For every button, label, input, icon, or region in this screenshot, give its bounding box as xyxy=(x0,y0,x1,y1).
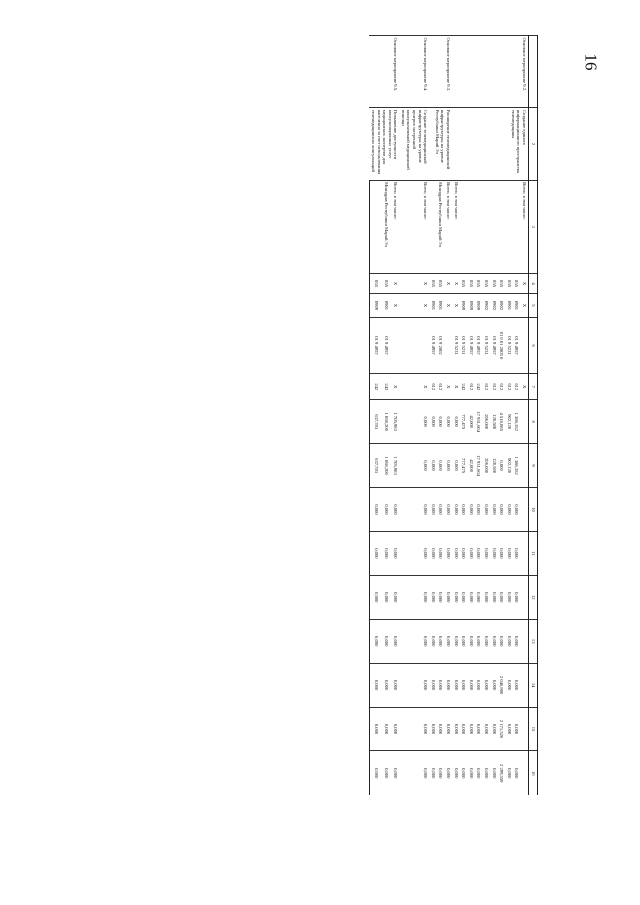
header-cell: 15 xyxy=(529,707,538,751)
value-cell: 0,000 xyxy=(380,751,390,795)
value-cell: 902,120 xyxy=(505,400,513,444)
grbs-cell: 855 xyxy=(460,273,468,294)
grbs-cell: 855 xyxy=(513,273,521,294)
value-cell: 0,000 xyxy=(467,751,475,795)
vr-cell: 612 xyxy=(498,374,506,400)
value-cell: 0,000 xyxy=(399,531,429,575)
activity-number-cell: Основное мероприятие 9.2. xyxy=(452,36,528,108)
value-cell: 777,475 xyxy=(460,444,468,488)
value-cell xyxy=(520,619,528,663)
source-cell xyxy=(490,180,498,273)
value-cell: 42,000 xyxy=(467,400,475,444)
value-cell: 0,000 xyxy=(475,663,483,707)
value-cell: 0,000 xyxy=(380,663,390,707)
value-cell: 0,000 xyxy=(429,663,437,707)
grbs-cell: 855 xyxy=(429,273,437,294)
source-cell xyxy=(482,180,490,273)
value-cell: 17 931,604 xyxy=(475,400,483,444)
value-cell: 1 705,983 xyxy=(390,444,400,488)
source-cell xyxy=(467,180,475,273)
value-cell: 0,000 xyxy=(452,751,460,795)
value-cell: 0,000 xyxy=(475,488,483,532)
value-cell: 0,000 xyxy=(513,488,521,532)
value-cell: 0,000 xyxy=(482,663,490,707)
source-cell: Всего, в том числе: xyxy=(520,180,528,273)
value-cell: 0,000 xyxy=(482,531,490,575)
grbs-cell: 855 xyxy=(369,273,379,294)
activity-name-cell: Расширение телемедицинской инфраструктуры на уровне Республики Марий Эл xyxy=(429,108,452,180)
value-cell: 0,000 xyxy=(460,575,468,619)
value-cell: 0,000 xyxy=(399,575,429,619)
activity-name-cell: Повышение доступности консультационных услуг медицинских экспертов для населения за счет использования телемедицинских консультаций xyxy=(369,108,399,180)
source-cell: Всего, в том числе: xyxy=(390,180,400,273)
value-cell: 0,000 xyxy=(390,751,400,795)
value-cell: 0,000 xyxy=(513,707,521,751)
vr-cell: X xyxy=(444,374,452,400)
value-cell: 0,000 xyxy=(369,531,379,575)
value-cell: 0,000 xyxy=(437,400,445,444)
vr-cell: 242 xyxy=(369,374,379,400)
header-cell: 12 xyxy=(529,575,538,619)
value-cell: 0,000 xyxy=(437,488,445,532)
value-cell: 0,000 xyxy=(444,444,452,488)
value-cell: 0,000 xyxy=(444,575,452,619)
value-cell: 0,000 xyxy=(444,707,452,751)
grbs-cell: 855 xyxy=(437,273,445,294)
value-cell: 637,783 xyxy=(369,444,379,488)
rzpr-cell: X xyxy=(399,294,429,317)
source-cell: Всего, в том числе: xyxy=(399,180,429,273)
value-cell: 0,000 xyxy=(490,751,498,795)
value-cell: 0,000 xyxy=(429,619,437,663)
csr-cell: 01 9 2802 xyxy=(437,317,445,374)
value-cell: 0,000 xyxy=(437,531,445,575)
value-cell: 0,000 xyxy=(390,488,400,532)
value-cell: 0,000 xyxy=(429,575,437,619)
header-cell: 6 xyxy=(529,317,538,374)
vr-cell: 612 xyxy=(437,374,445,400)
value-cell: 1 705,983 xyxy=(390,400,400,444)
value-cell: 0,000 xyxy=(460,751,468,795)
grbs-cell: X xyxy=(520,273,528,294)
value-cell xyxy=(520,663,528,707)
value-cell: 0,000 xyxy=(513,619,521,663)
activity-number-cell: Основное мероприятие 9.4. xyxy=(399,36,429,108)
value-cell: 0,000 xyxy=(460,488,468,532)
source-cell xyxy=(429,180,437,273)
header-cell: 13 xyxy=(529,619,538,663)
activity-name-cell: Создание телемедицинской инфраструктуры на уровне центров экстренной консультативной медицинской помощи xyxy=(399,108,429,180)
value-cell: 637,783 xyxy=(369,400,379,444)
source-cell xyxy=(498,180,506,273)
value-cell: 0,000 xyxy=(452,444,460,488)
csr-cell: 01 0 01 2805 0 xyxy=(498,317,506,374)
value-cell: 0,000 xyxy=(399,619,429,663)
vr-cell: 612 xyxy=(429,374,437,400)
value-cell: 120,500 xyxy=(490,444,498,488)
value-cell: 0,000 xyxy=(380,619,390,663)
value-cell: 0,000 xyxy=(369,575,379,619)
value-cell: 0,000 xyxy=(399,444,429,488)
header-cell: 3 xyxy=(529,180,538,273)
grbs-cell: 855 xyxy=(482,273,490,294)
value-cell: 0,000 xyxy=(467,488,475,532)
rzpr-cell: 0901 xyxy=(437,294,445,317)
header-cell: 16 xyxy=(529,751,538,795)
value-cell: 0,000 xyxy=(429,751,437,795)
value-cell: 0,000 xyxy=(490,707,498,751)
rzpr-cell: 0909 xyxy=(475,294,483,317)
value-cell: 0,000 xyxy=(482,488,490,532)
value-cell: 0,000 xyxy=(437,663,445,707)
value-cell: 0,000 xyxy=(444,488,452,532)
value-cell: 0,000 xyxy=(429,444,437,488)
value-cell: 0,000 xyxy=(467,663,475,707)
value-cell: 120,500 xyxy=(490,400,498,444)
value-cell: 2 046,900 xyxy=(498,663,506,707)
rotated-page-content xyxy=(118,35,538,795)
csr-cell: 01 9 5231 xyxy=(482,317,490,374)
csr-cell: 01 9 4957 xyxy=(380,317,390,374)
rzpr-cell: 0909 xyxy=(369,294,379,317)
rzpr-cell: 0901 xyxy=(513,294,521,317)
value-cell xyxy=(520,488,528,532)
grbs-cell: 855 xyxy=(467,273,475,294)
value-cell: 0,000 xyxy=(399,751,429,795)
vr-cell: 612 xyxy=(513,374,521,400)
value-cell: 4 518,085 xyxy=(498,400,506,444)
value-cell: 0,000 xyxy=(475,751,483,795)
grbs-cell: 855 xyxy=(475,273,483,294)
csr-cell xyxy=(399,317,429,374)
value-cell: 1 068,200 xyxy=(380,400,390,444)
value-cell: 0,000 xyxy=(429,400,437,444)
csr-cell xyxy=(444,317,452,374)
value-cell xyxy=(520,707,528,751)
csr-cell: 01 9 5231 xyxy=(460,317,468,374)
value-cell: 0,000 xyxy=(452,400,460,444)
table-row xyxy=(399,36,429,796)
value-cell: 0,000 xyxy=(444,619,452,663)
value-cell: 0,000 xyxy=(475,619,483,663)
value-cell: 0,000 xyxy=(505,663,513,707)
value-cell: 0,000 xyxy=(390,619,400,663)
source-cell xyxy=(460,180,468,273)
value-cell: 0,000 xyxy=(390,663,400,707)
value-cell: 0,000 xyxy=(437,444,445,488)
value-cell: 902,120 xyxy=(505,444,513,488)
value-cell: 0,000 xyxy=(444,751,452,795)
header-cell: 4 xyxy=(529,273,538,294)
value-cell: 0,000 xyxy=(390,707,400,751)
value-cell: 0,000 xyxy=(513,663,521,707)
value-cell: 0,000 xyxy=(369,663,379,707)
header-row xyxy=(529,36,538,796)
value-cell: 0,000 xyxy=(475,575,483,619)
value-cell: 0,000 xyxy=(452,707,460,751)
value-cell: 0,000 xyxy=(380,707,390,751)
table-row xyxy=(444,36,452,796)
value-cell: 0,000 xyxy=(482,575,490,619)
value-cell: 0,000 xyxy=(437,751,445,795)
value-cell: 0,000 xyxy=(505,488,513,532)
value-cell: 1 388,352 xyxy=(513,400,521,444)
table-row xyxy=(390,36,400,796)
header-cell: 7 xyxy=(529,374,538,400)
value-cell: 0,000 xyxy=(369,619,379,663)
source-cell xyxy=(505,180,513,273)
source-cell: Всего, в том числе: xyxy=(444,180,452,273)
value-cell: 0,000 xyxy=(490,663,498,707)
value-cell: 0,000 xyxy=(490,488,498,532)
value-cell: 0,000 xyxy=(399,707,429,751)
value-cell: 0,000 xyxy=(452,488,460,532)
value-cell: 0,000 xyxy=(505,751,513,795)
value-cell xyxy=(520,751,528,795)
value-cell: 0,000 xyxy=(482,707,490,751)
value-cell: 0,000 xyxy=(475,531,483,575)
csr-cell: 01 9 4957 xyxy=(490,317,498,374)
rzpr-cell: 0902 xyxy=(490,294,498,317)
header-cell: 8 xyxy=(529,400,538,444)
vr-cell: X xyxy=(452,374,460,400)
value-cell: 0,000 xyxy=(505,575,513,619)
rzpr-cell: X xyxy=(452,294,460,317)
value-cell: 0,000 xyxy=(452,575,460,619)
value-cell: 0,000 xyxy=(460,531,468,575)
rzpr-cell: X xyxy=(390,294,400,317)
grbs-cell: 855 xyxy=(490,273,498,294)
funding-table xyxy=(369,35,538,795)
value-cell: 0,000 xyxy=(513,531,521,575)
vr-cell: X xyxy=(390,374,400,400)
activity-name-cell: Создание единого информационного пространства телемедицины xyxy=(452,108,528,180)
value-cell: 0,000 xyxy=(429,531,437,575)
value-cell: 0,000 xyxy=(399,663,429,707)
value-cell xyxy=(520,444,528,488)
value-cell: 0,000 xyxy=(475,707,483,751)
value-cell: 0,000 xyxy=(437,575,445,619)
value-cell: 0,000 xyxy=(380,488,390,532)
value-cell: 2 299,559 xyxy=(498,751,506,795)
value-cell: 0,000 xyxy=(452,619,460,663)
value-cell: 2 171,526 xyxy=(498,707,506,751)
vr-cell: X xyxy=(520,374,528,400)
rzpr-cell: X xyxy=(444,294,452,317)
vr-cell: 612 xyxy=(467,374,475,400)
value-cell: 0,000 xyxy=(429,707,437,751)
value-cell: 0,000 xyxy=(460,619,468,663)
value-cell: 0,000 xyxy=(505,531,513,575)
value-cell: 0,000 xyxy=(460,663,468,707)
source-cell xyxy=(513,180,521,273)
csr-cell: 01 9 5231 xyxy=(452,317,460,374)
rzpr-cell: 0901 xyxy=(429,294,437,317)
source-cell xyxy=(475,180,483,273)
header-cell: 9 xyxy=(529,444,538,488)
value-cell: 0,000 xyxy=(380,531,390,575)
value-cell: 1 068,200 xyxy=(380,444,390,488)
vr-cell: 612 xyxy=(490,374,498,400)
value-cell: 0,000 xyxy=(467,575,475,619)
value-cell: 1 388,352 xyxy=(513,444,521,488)
value-cell: 0,000 xyxy=(452,663,460,707)
value-cell: 0,000 xyxy=(390,531,400,575)
value-cell: 0,000 xyxy=(467,707,475,751)
value-cell: 17 931,604 xyxy=(475,444,483,488)
header-cell xyxy=(529,36,538,108)
header-cell: 14 xyxy=(529,663,538,707)
value-cell: 0,000 xyxy=(490,575,498,619)
page-number: 16 xyxy=(581,53,601,71)
csr-cell: 01 9 4957 xyxy=(475,317,483,374)
value-cell: 0,000 xyxy=(498,619,506,663)
vr-cell: 242 xyxy=(475,374,483,400)
value-cell: 0,000 xyxy=(369,751,379,795)
source-cell: Всего, в том числе: xyxy=(452,180,460,273)
rzpr-cell: X xyxy=(520,294,528,317)
csr-cell: 01 9 5231 xyxy=(505,317,513,374)
csr-cell xyxy=(520,317,528,374)
rzpr-cell: 0902 xyxy=(482,294,490,317)
value-cell: 0,000 xyxy=(429,488,437,532)
grbs-cell: X xyxy=(444,273,452,294)
value-cell: 0,000 xyxy=(399,400,429,444)
csr-cell: 01 9 4957 xyxy=(513,317,521,374)
value-cell: 42,000 xyxy=(467,444,475,488)
csr-cell: 01 9 4957 xyxy=(369,317,379,374)
value-cell: 0,000 xyxy=(467,531,475,575)
source-cell xyxy=(369,180,379,273)
value-cell: 0,000 xyxy=(498,488,506,532)
header-cell: 2 xyxy=(529,108,538,180)
value-cell: 777,475 xyxy=(460,400,468,444)
value-cell: 0,000 xyxy=(498,575,506,619)
rzpr-cell: 0909 xyxy=(460,294,468,317)
value-cell: 0,000 xyxy=(513,575,521,619)
csr-cell: 01 9 4957 xyxy=(467,317,475,374)
csr-cell: 01 9 4957 xyxy=(429,317,437,374)
value-cell xyxy=(520,400,528,444)
value-cell: 206,000 xyxy=(482,400,490,444)
rzpr-cell: 0901 xyxy=(505,294,513,317)
value-cell: 0,000 xyxy=(390,575,400,619)
vr-cell: 242 xyxy=(460,374,468,400)
csr-cell xyxy=(390,317,400,374)
value-cell: 0,000 xyxy=(482,751,490,795)
value-cell: 0,000 xyxy=(498,531,506,575)
value-cell: 0,000 xyxy=(380,575,390,619)
header-cell: 5 xyxy=(529,294,538,317)
value-cell: 206,000 xyxy=(482,444,490,488)
value-cell: 0,000 xyxy=(444,531,452,575)
table-body xyxy=(369,36,537,796)
value-cell: 0,000 xyxy=(467,619,475,663)
value-cell: 0,000 xyxy=(444,663,452,707)
value-cell: 0,000 xyxy=(437,707,445,751)
vr-cell: 612 xyxy=(482,374,490,400)
source-cell: Минздрав Республики Марий Эл xyxy=(437,180,445,273)
value-cell: 0,000 xyxy=(513,751,521,795)
value-cell: 0,000 xyxy=(482,619,490,663)
grbs-cell: 855 xyxy=(498,273,506,294)
rzpr-cell: 0902 xyxy=(498,294,506,317)
value-cell xyxy=(520,575,528,619)
grbs-cell: X xyxy=(452,273,460,294)
value-cell: 0,000 xyxy=(399,488,429,532)
value-cell: 0,000 xyxy=(505,619,513,663)
source-cell: Минздрав Республики Марий Эл xyxy=(380,180,390,273)
value-cell: 0,000 xyxy=(490,619,498,663)
header-cell: 10 xyxy=(529,488,538,532)
value-cell: 0,000 xyxy=(437,619,445,663)
value-cell: 0,000 xyxy=(498,444,506,488)
activity-number-cell: Основное мероприятие 9.3. xyxy=(429,36,452,108)
value-cell: 0,000 xyxy=(460,707,468,751)
header-cell: 11 xyxy=(529,531,538,575)
table-row xyxy=(520,36,528,796)
rzpr-cell: 0901 xyxy=(380,294,390,317)
vr-cell: X xyxy=(399,374,429,400)
grbs-cell: 855 xyxy=(380,273,390,294)
value-cell: 0,000 xyxy=(369,707,379,751)
value-cell xyxy=(520,531,528,575)
grbs-cell: X xyxy=(399,273,429,294)
value-cell: 0,000 xyxy=(452,531,460,575)
vr-cell: 612 xyxy=(505,374,513,400)
value-cell: 0,000 xyxy=(369,488,379,532)
grbs-cell: 855 xyxy=(505,273,513,294)
value-cell: 0,000 xyxy=(505,707,513,751)
value-cell: 0,000 xyxy=(490,531,498,575)
vr-cell: 242 xyxy=(380,374,390,400)
activity-number-cell: Основное мероприятие 9.5. xyxy=(369,36,399,108)
value-cell: 0,000 xyxy=(444,400,452,444)
grbs-cell: X xyxy=(390,273,400,294)
rzpr-cell: 0909 xyxy=(467,294,475,317)
